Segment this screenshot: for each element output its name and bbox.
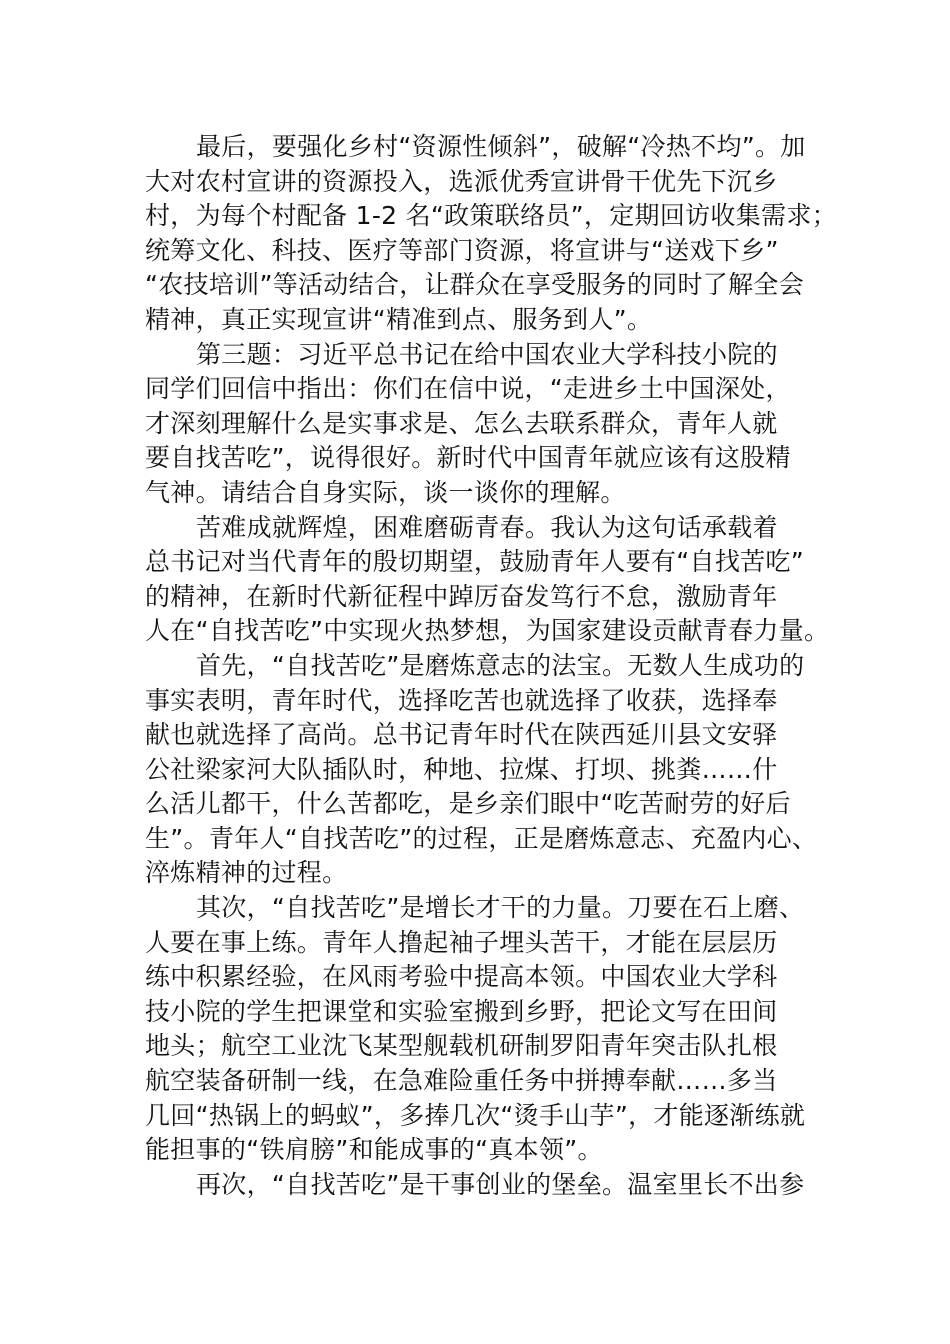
paragraph-4-line-4: 公社梁家河大队插队时，种地、拉煤、打坝、挑粪……什 xyxy=(145,754,778,784)
paragraph-5-line-1: 其次，“自找苦吃”是增长才干的力量。刀要在石上磨、 xyxy=(196,893,805,923)
paragraph-4-line-1: 首先，“自找苦吃”是磨炼意志的法宝。无数人生成功的 xyxy=(196,650,805,680)
paragraph-4-line-5: 么活儿都干，什么苦都吃，是乡亲们眼中“吃苦耐劳的好后 xyxy=(145,789,791,819)
paragraph-4-line-3: 献也就选择了高尚。总书记青年时代在陕西延川县文安驿 xyxy=(145,720,778,750)
paragraph-5-line-7: 几回“热锅上的蚂蚁”，多捧几次“烫手山芋”，才能逐渐练就 xyxy=(145,1100,806,1130)
paragraph-5-line-2: 人要在事上练。青年人撸起袖子埋头苦干，才能在层层历 xyxy=(145,927,778,957)
paragraph-5-line-6: 航空装备研制一线，在急难险重任务中拼搏奉献……多当 xyxy=(145,1066,778,1096)
paragraph-4-line-6: 生”。青年人“自找苦吃”的过程，正是磨炼意志、充盈内心、 xyxy=(145,823,818,853)
paragraph-3-line-1: 苦难成就辉煌，困难磨砺青春。我认为这句话承载着 xyxy=(196,512,778,542)
paragraph-5-line-5: 地头；航空工业沈飞某型舰载机研制罗阳青年突击队扎根 xyxy=(145,1031,778,1061)
paragraph-1-line-3: 村，为每个村配备 1-2 名“政策联络员”，定期回访收集需求； xyxy=(145,201,837,231)
paragraph-1-line-6: 精神，真正实现宣讲“精准到点、服务到人”。 xyxy=(145,304,653,334)
paragraph-1-line-5: “农技培训”等活动结合，让群众在享受服务的同时了解全会 xyxy=(145,270,805,300)
paragraph-5-line-4: 技小院的学生把课堂和实验室搬到乡野，把论文写在田间 xyxy=(145,996,778,1026)
paragraph-5-line-3: 练中积累经验，在风雨考验中提高本领。中国农业大学科 xyxy=(145,962,778,992)
paragraph-4-line-7: 淬炼精神的过程。 xyxy=(145,858,348,888)
question-line-2: 同学们回信中指出：你们在信中说，“走进乡土中国深处， xyxy=(145,374,791,404)
question-line-4: 要自找苦吃”，说得很好。新时代中国青年就应该有这股精 xyxy=(145,443,791,473)
paragraph-3-line-2: 总书记对当代青年的殷切期望，鼓励青年人要有“自找苦吃” xyxy=(145,547,805,577)
paragraph-3-line-4: 人在“自找苦吃”中实现火热梦想，为国家建设贡献青春力量。 xyxy=(145,616,830,646)
question-line-5: 气神。请结合自身实际，谈一谈你的理解。 xyxy=(145,477,626,507)
document-body xyxy=(145,130,845,1202)
paragraph-1-line-1: 最后，要强化乡村“资源性倾斜”，破解“冷热不均”。加 xyxy=(196,132,806,161)
paragraph-1-line-4: 统筹文化、科技、医疗等部门资源，将宣讲与“送戏下乡” xyxy=(145,235,779,265)
paragraph-1-line-2: 大对农村宣讲的资源投入，选派优秀宣讲骨干优先下沉乡 xyxy=(145,166,778,196)
question-line-1: 第三题：习近平总书记在给中国农业大学科技小院的 xyxy=(196,339,778,369)
paragraph-4-line-2: 事实表明，青年时代，选择吃苦也就选择了收获，选择奉 xyxy=(145,685,778,715)
paragraph-5-line-8: 能担事的“铁肩膀”和能成事的“真本领”。 xyxy=(145,1135,603,1165)
paragraph-6-line-1: 再次，“自找苦吃”是干事创业的堡垒。温室里长不出参 xyxy=(196,1169,805,1199)
paragraph-3-line-3: 的精神，在新时代新征程中踔厉奋发笃行不怠，激励青年 xyxy=(145,581,778,611)
question-line-3: 才深刻理解什么是实事求是、怎么去联系群众，青年人就 xyxy=(145,408,778,438)
